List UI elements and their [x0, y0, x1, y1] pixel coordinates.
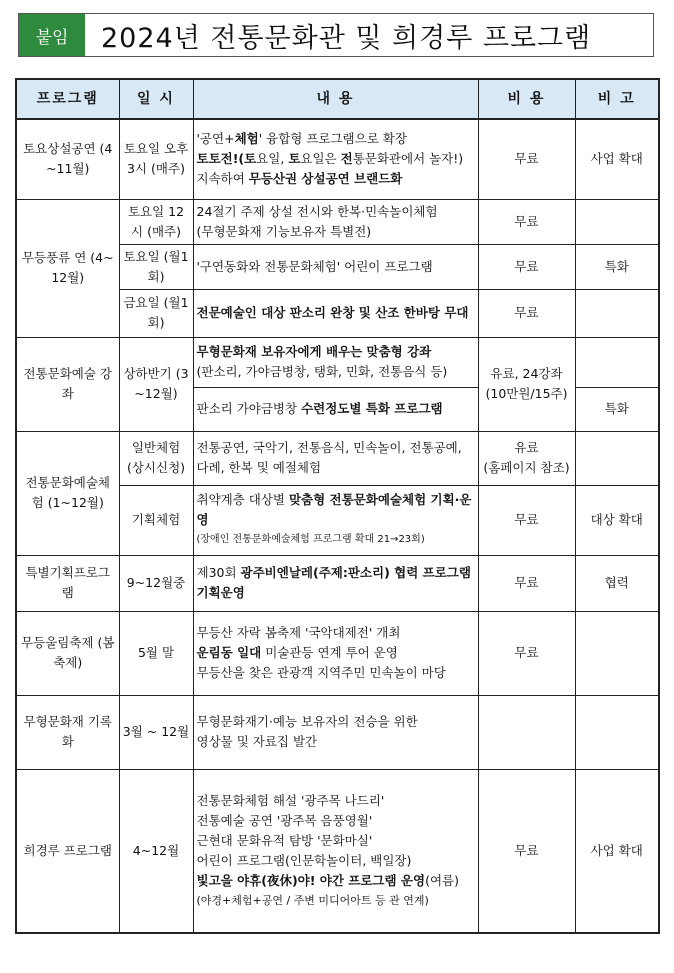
content-text: 전 [340, 151, 353, 167]
cost-text: (홈페이지 참조) [483, 460, 570, 475]
content-text: 지속하여 [196, 171, 249, 187]
note-cell [575, 431, 659, 485]
note-cell: 특화 [575, 387, 659, 431]
content-text: 제30회 [196, 565, 241, 580]
col-header-note: 비 고 [575, 79, 659, 119]
content-text: (무형문화재 기능보유자 특별전) [196, 223, 372, 239]
date-cell: 9~12월중 [119, 555, 193, 611]
program-cell: 희경루 프로그램 [16, 769, 119, 933]
content-text: 광주비엔날레(주제:판소리) 협력 프로그램 기획운영 [196, 565, 471, 600]
program-cell: 전통문화예술 강좌 [16, 337, 119, 431]
date-cell: 토요일 (월1회) [119, 244, 193, 289]
content-text: 토토전!( [196, 151, 245, 167]
date-cell: 금요일 (월1회) [119, 289, 193, 337]
content-text: 요일은 [300, 151, 341, 167]
program-cell: 무등울림축제 (봄축제) [16, 611, 119, 695]
cost-cell [478, 431, 575, 485]
content-text: (야경+체험+공연 / 주변 미디어아트 등 관 연계) [196, 893, 429, 907]
cost-cell: 무료 [478, 611, 575, 695]
cost-cell: 무료 [478, 485, 575, 555]
content-text: (판소리, 가야금병창, 탱화, 민화, 전통음식 등) [196, 364, 448, 379]
content-text: '공연+ [196, 131, 235, 147]
program-cell: 특별기획프로그램 [16, 555, 119, 611]
program-cell: 토요상설공연 (4~11월) [16, 119, 119, 199]
table-row [16, 695, 659, 769]
cost-cell: 무료 [478, 119, 575, 199]
content-text: 맞춤형 전통문화예술체험 기획·운영 [196, 492, 472, 527]
content-text: (여름) [425, 872, 459, 888]
table-row [16, 431, 659, 485]
note-cell: 대상 확대 [575, 485, 659, 555]
content-text: 미술관등 연계 투어 운영 [261, 645, 398, 660]
table-row [16, 199, 659, 244]
cost-cell [478, 337, 575, 431]
content-cell [193, 611, 478, 695]
content-text: 무형문화재 보유자에게 배우는 맞춤형 강좌 [196, 344, 432, 359]
content-cell: 전통공연, 국악기, 전통음식, 민속놀이, 전통공예, 다례, 한복 및 예절체험 [193, 431, 478, 485]
content-cell [193, 769, 478, 933]
content-text: 24절기 주제 상설 전시와 한복·민속놀이체험 [196, 203, 438, 219]
col-header-content: 내 용 [193, 79, 478, 119]
content-text: 어린이 프로그램(인문학놀이터, 백일장) [196, 852, 412, 868]
content-text: 운림동 일대 [196, 645, 262, 660]
table-header-row [16, 79, 659, 119]
content-text: (장애인 전통문화예술체험 프로그램 확대 21→23회) [196, 534, 425, 545]
content-cell: 전문예술인 대상 판소리 완창 및 산조 한바탕 무대 [193, 289, 478, 337]
note-cell: 사업 확대 [575, 119, 659, 199]
cost-text: 유료, 24강좌 [490, 366, 563, 381]
cost-cell: 무료 [478, 555, 575, 611]
date-cell: 5월 말 [119, 611, 193, 695]
note-cell [575, 199, 659, 244]
program-cell: 전통문화예술체험 (1~12월) [16, 431, 119, 555]
page-title: 2024년 전통문화관 및 희경루 프로그램 [101, 22, 592, 54]
cost-cell: 무료 [478, 769, 575, 933]
table-row [16, 611, 659, 695]
cost-cell: 무료 [478, 244, 575, 289]
program-cell: 무형문화재 기록화 [16, 695, 119, 769]
date-cell: 일반체험 (상시신청) [119, 431, 193, 485]
content-cell [193, 199, 478, 244]
content-text: 수련정도별 특화 프로그램 [301, 401, 443, 416]
cost-cell [478, 695, 575, 769]
cost-cell: 무료 [478, 289, 575, 337]
content-cell [193, 695, 478, 769]
cost-text: (10만원/15주) [485, 386, 568, 401]
table-row [16, 769, 659, 933]
content-text: 토 [288, 151, 301, 167]
cost-cell: 무료 [478, 199, 575, 244]
table-row [16, 119, 659, 199]
col-header-cost: 비 용 [478, 79, 575, 119]
note-cell [575, 695, 659, 769]
program-table [15, 78, 660, 934]
content-cell [193, 485, 478, 555]
content-cell [193, 387, 478, 431]
content-text: 빛고을 야휴(夜休)야! 야간 프로그램 운영 [196, 872, 426, 888]
content-cell [193, 119, 478, 199]
date-cell: 토요일 12시 (매주) [119, 199, 193, 244]
date-cell: 4~12월 [119, 769, 193, 933]
date-cell: 토요일 오후3시 (매주) [119, 119, 193, 199]
content-text: 전통예술 공연 '광주목 음풍영월' [196, 812, 373, 828]
content-text: 판소리 가야금병창 [196, 401, 302, 416]
table-row [16, 555, 659, 611]
attachment-tag: 붙임 [19, 14, 85, 56]
note-cell: 사업 확대 [575, 769, 659, 933]
note-cell [575, 337, 659, 387]
content-text: 전통문화체험 해설 '광주목 나드리' [196, 792, 385, 808]
note-cell [575, 611, 659, 695]
content-cell [193, 555, 478, 611]
col-header-date: 일 시 [119, 79, 193, 119]
table-row [16, 337, 659, 387]
note-cell: 협력 [575, 555, 659, 611]
content-text: 체험 [234, 131, 259, 147]
content-text: 무형문화재기·예능 보유자의 전승을 위한 [196, 714, 418, 729]
content-cell: '구연동화와 전통문화체험' 어린이 프로그램 [193, 244, 478, 289]
note-cell: 특화 [575, 244, 659, 289]
title-box [18, 13, 654, 57]
content-text: 통문화관에서 놀자!) [352, 151, 464, 167]
content-text: 요일, [256, 151, 289, 167]
content-text: ' 융합형 프로그램으로 확장 [258, 131, 407, 147]
content-text: 토 [244, 151, 257, 167]
content-text: 근현대 문화유적 탐방 '문화마실' [196, 832, 373, 848]
content-cell [193, 337, 478, 387]
content-text: 취약계층 대상별 [196, 492, 289, 507]
date-cell: 기획체험 [119, 485, 193, 555]
content-text: 무등산을 찾은 관광객 지역주민 민속놀이 마당 [196, 665, 446, 680]
content-text: 영상물 및 자료집 발간 [196, 734, 318, 749]
program-cell: 무등풍류 연 (4~12월) [16, 199, 119, 337]
col-header-program: 프로그램 [16, 79, 119, 119]
content-text: 무등산 자락 봄축제 '국악대제전' 개최 [196, 625, 401, 640]
note-cell [575, 289, 659, 337]
date-cell: 3월 ~ 12월 [119, 695, 193, 769]
cost-text: 유료 [514, 440, 539, 455]
date-cell: 상하반기 (3~12월) [119, 337, 193, 431]
content-text: 무등산권 상설공연 브랜드화 [248, 171, 403, 187]
